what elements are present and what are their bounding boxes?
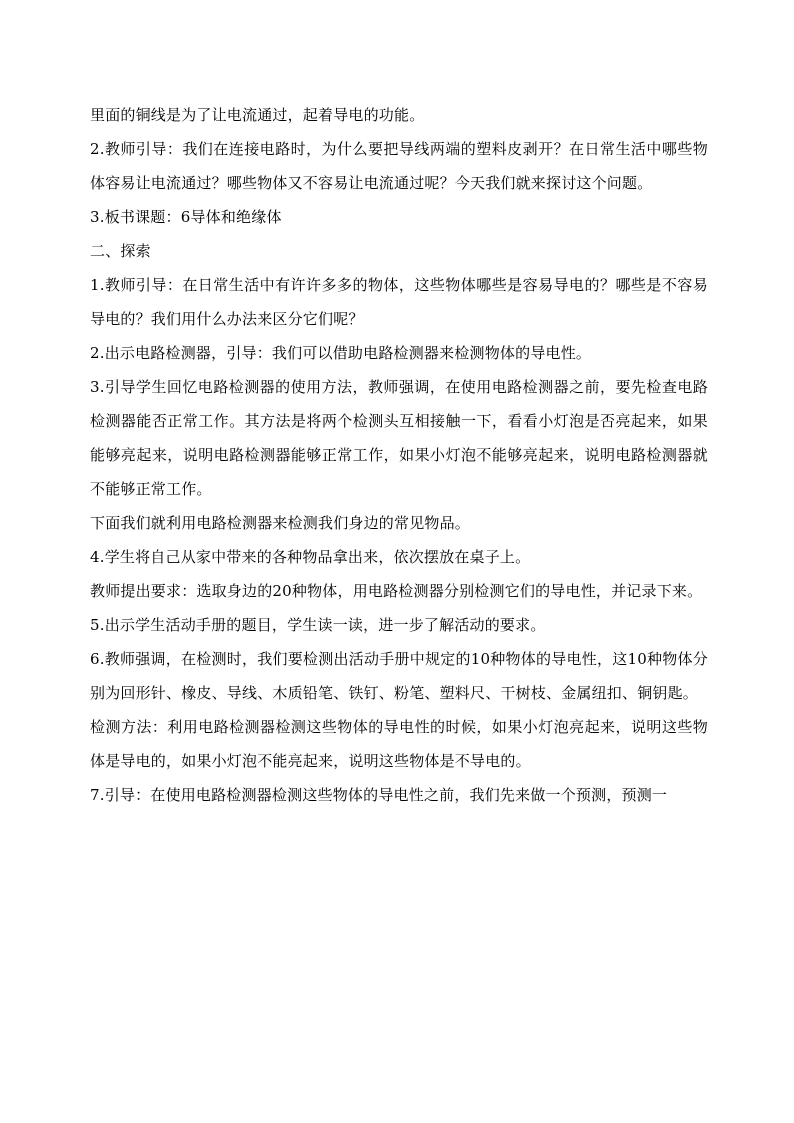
paragraph-detect-items: 下面我们就利用电路检测器来检测我们身边的常见物品。 — [90, 514, 471, 532]
paragraph-detection-method: 检测方法：利用电路检测器检测这些物体的导电性的时候，如果小灯泡亮起来，说明这些物体是导电的，如果小灯泡不能亮起来，说明这些物体是不导电的。 — [90, 718, 708, 770]
paragraph-continuation: 里面的铜线是为了让电流通过，起着导电的功能。 — [90, 106, 425, 124]
paragraph-explore-2: 2.出示电路检测器，引导：我们可以借助电路检测器来检测物体的导电性。 — [90, 344, 592, 362]
paragraph-teacher-requirement: 教师提出要求：选取身边的20种物体，用电路检测器分别检测它们的导电性，并记录下来。 — [90, 582, 703, 600]
document-body — [90, 98, 708, 812]
paragraph-explore-7: 7.引导：在使用电路检测器检测这些物体的导电性之前，我们先来做一个预测，预测一 — [90, 786, 668, 804]
paragraph-explore-6: 6.教师强调，在检测时，我们要检测出活动手册中规定的10种物体的导电性，这10种物体分别为回形针、橡皮、导线、木质铅笔、铁钉、粉笔、塑料尺、干树枝、金属纽扣、铜钥匙。 — [90, 650, 708, 702]
paragraph-teacher-guide-2: 2.教师引导：我们在连接电路时，为什么要把导线两端的塑料皮剥开？在日常生活中哪些物体容易让电流通过？哪些物体又不容易让电流通过呢？今天我们就来探讨这个问题。 — [90, 140, 708, 192]
paragraph-explore-5: 5.出示学生活动手册的题目，学生读一读，进一步了解活动的要求。 — [90, 616, 546, 634]
section-heading-explore: 二、探索 — [90, 242, 151, 260]
paragraph-explore-4: 4.学生将自己从家中带来的各种物品拿出来，依次摆放在桌子上。 — [90, 548, 531, 566]
paragraph-explore-3: 3.引导学生回忆电路检测器的使用方法，教师强调，在使用电路检测器之前，要先检查电路检测器能否正常工作。其方法是将两个检测头互相接触一下，看看小灯泡是否亮起来，如果能够亮起来，说明电路检测器能够正常工作，如果小灯泡不能够亮起来，说明电路检测器就不能够正常工作。 — [90, 378, 708, 498]
paragraph-lesson-title: 3.板书课题：6导体和绝缘体 — [90, 208, 282, 226]
paragraph-explore-1: 1.教师引导：在日常生活中有许许多多的物体，这些物体哪些是容易导电的？哪些是不容易导电的？我们用什么办法来区分它们呢？ — [90, 276, 708, 328]
